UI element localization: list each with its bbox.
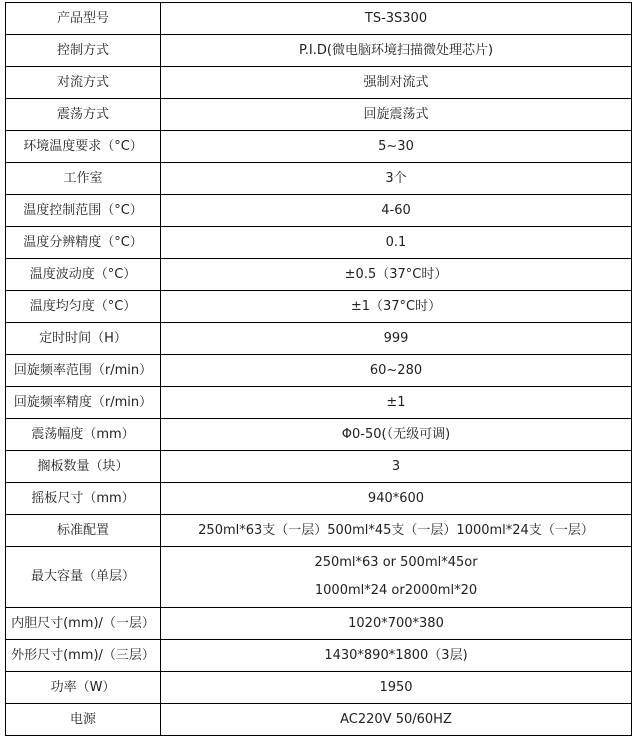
row-value: 1950 — [161, 672, 632, 704]
table-row — [6, 672, 632, 704]
row-label: 搁板数量（块） — [6, 451, 161, 483]
row-label: 定时时间（H） — [6, 323, 161, 355]
row-label: 产品型号 — [6, 3, 161, 35]
table-row — [6, 227, 632, 259]
row-value: TS-3S300 — [161, 3, 632, 35]
table-row — [6, 323, 632, 355]
row-label: 外形尺寸(mm)/（三层） — [6, 640, 161, 672]
table-row — [6, 483, 632, 515]
row-value: 250ml*63支（一层）500ml*45支（一层）1000ml*24支（一层） — [161, 515, 632, 547]
row-value: ±0.5（37°C时） — [161, 259, 632, 291]
row-label: 温度分辨精度（°C） — [6, 227, 161, 259]
row-value-line: 1000ml*24 or2000ml*20 — [314, 583, 478, 598]
row-label: 电源 — [6, 704, 161, 736]
row-value: 999 — [161, 323, 632, 355]
row-value: ±1 — [161, 387, 632, 419]
row-value: 强制对流式 — [161, 67, 632, 99]
table-row — [6, 419, 632, 451]
table-row — [6, 3, 632, 35]
table-row — [6, 259, 632, 291]
table-row — [6, 131, 632, 163]
row-value: 60~280 — [161, 355, 632, 387]
row-value: AC220V 50/60HZ — [161, 704, 632, 736]
row-label: 温度波动度（°C） — [6, 259, 161, 291]
table-row — [6, 163, 632, 195]
row-value: 回旋震荡式 — [161, 99, 632, 131]
row-label: 最大容量（单层） — [6, 547, 161, 608]
row-value: 0.1 — [161, 227, 632, 259]
row-label: 功率（W） — [6, 672, 161, 704]
row-value: ±1（37°C时） — [161, 291, 632, 323]
row-label: 标准配置 — [6, 515, 161, 547]
row-label: 摇板尺寸（mm） — [6, 483, 161, 515]
spec-table — [5, 2, 632, 736]
row-value: 4-60 — [161, 195, 632, 227]
row-label: 工作室 — [6, 163, 161, 195]
table-row — [6, 547, 632, 608]
table-row — [6, 608, 632, 640]
row-label: 回旋频率范围（r/min） — [6, 355, 161, 387]
table-row — [6, 640, 632, 672]
row-value: 940*600 — [161, 483, 632, 515]
row-label: 温度控制范围（°C） — [6, 195, 161, 227]
table-row — [6, 67, 632, 99]
row-label: 对流方式 — [6, 67, 161, 99]
row-value-line: 250ml*63 or 500ml*45or — [314, 555, 478, 570]
table-row — [6, 195, 632, 227]
row-label: 控制方式 — [6, 35, 161, 67]
row-value: 1430*890*1800（3层) — [161, 640, 632, 672]
table-row — [6, 355, 632, 387]
table-row — [6, 515, 632, 547]
row-label: 内胆尺寸(mm)/（一层） — [6, 608, 161, 640]
row-label: 回旋频率精度（r/min） — [6, 387, 161, 419]
table-row — [6, 451, 632, 483]
row-label: 温度均匀度（°C） — [6, 291, 161, 323]
row-value: 5~30 — [161, 131, 632, 163]
row-label: 震荡方式 — [6, 99, 161, 131]
row-value: 3个 — [161, 163, 632, 195]
row-value: 3 — [161, 451, 632, 483]
table-row — [6, 35, 632, 67]
row-value: Φ0-50(（无级可调) — [161, 419, 632, 451]
table-row — [6, 387, 632, 419]
table-row — [6, 704, 632, 736]
row-label: 震荡幅度（mm） — [6, 419, 161, 451]
row-value: 1020*700*380 — [161, 608, 632, 640]
table-row — [6, 291, 632, 323]
table-row — [6, 99, 632, 131]
row-label: 环境温度要求（°C） — [6, 131, 161, 163]
row-value: P.I.D(微电脑环境扫描微处理芯片) — [161, 35, 632, 67]
row-value — [161, 547, 632, 608]
